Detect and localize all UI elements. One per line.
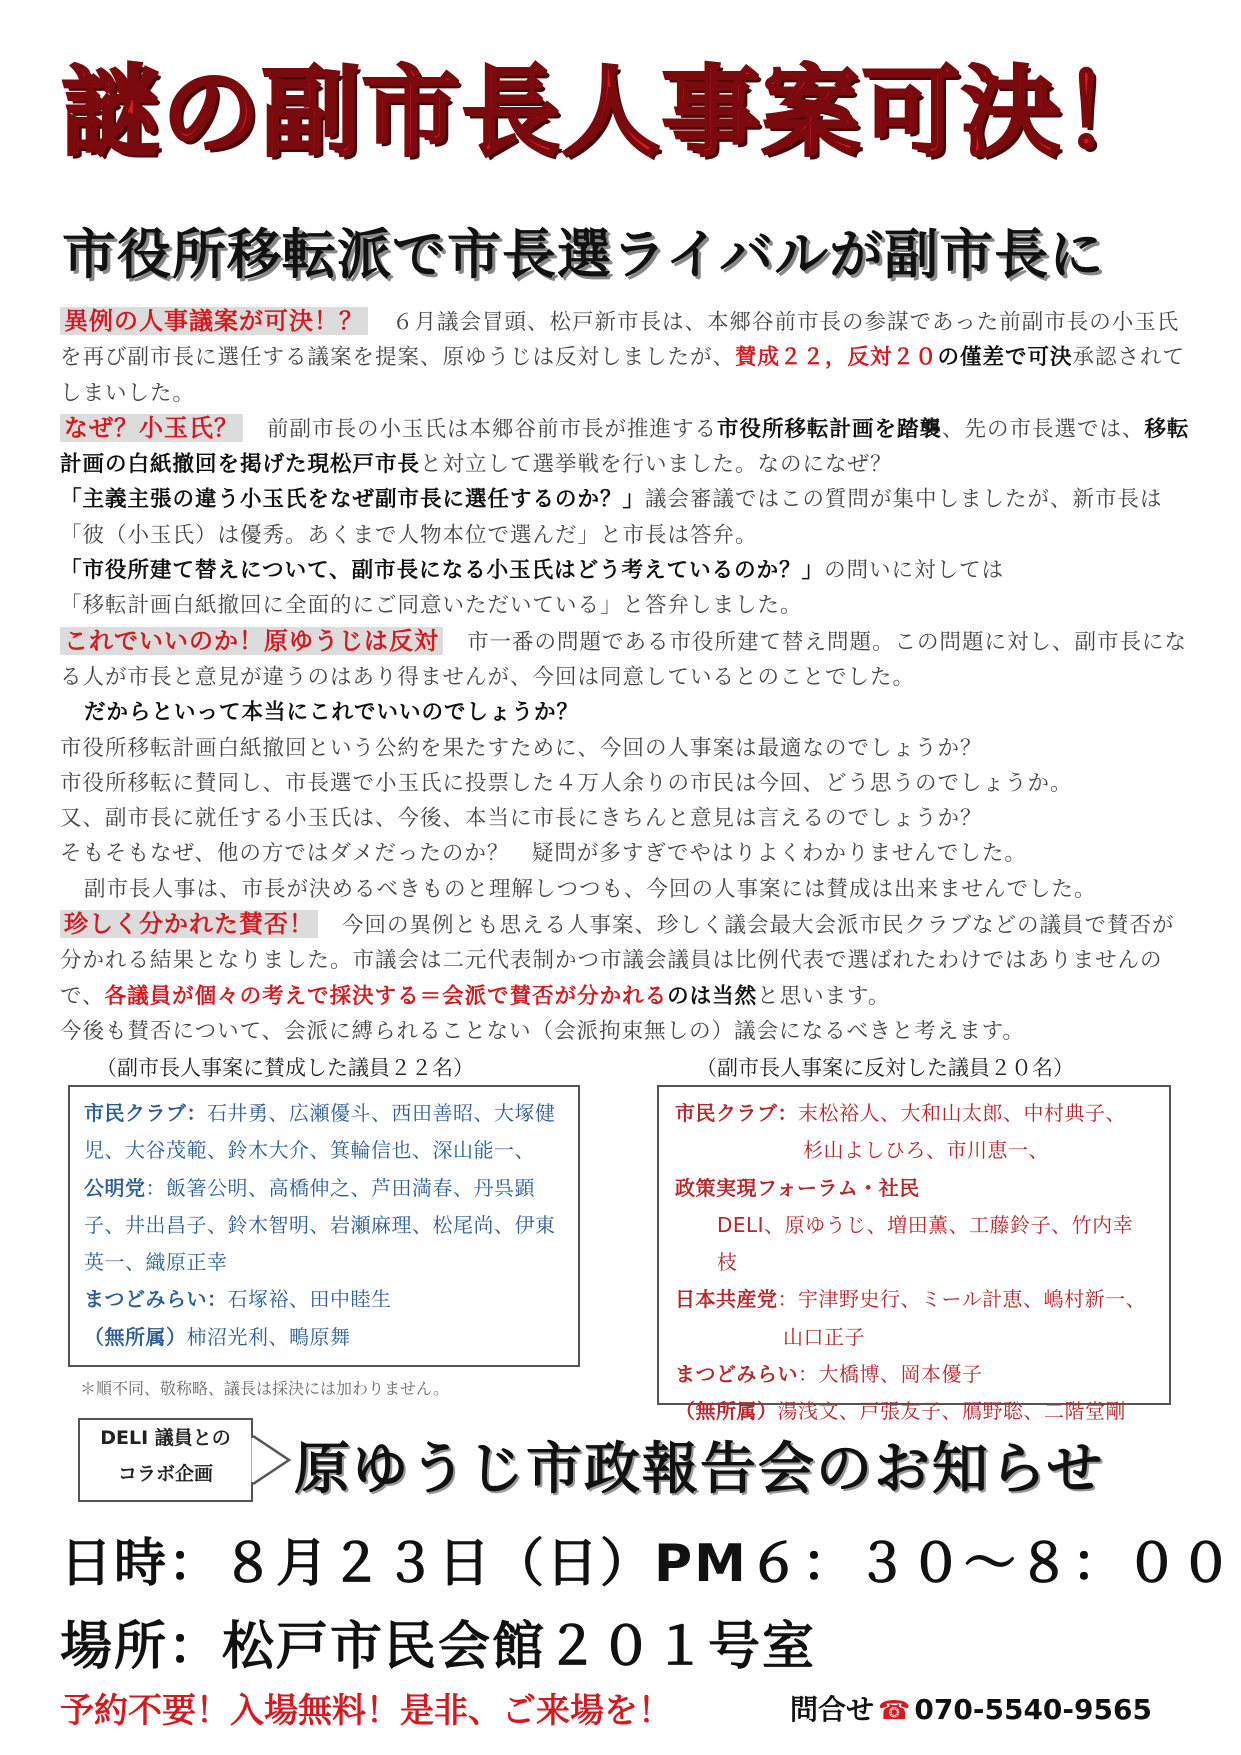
article-body [60, 304, 1190, 1049]
group-name: 市民クラブ： [84, 1101, 207, 1125]
group-name: 政策実現フォーラム・社民 [675, 1175, 920, 1200]
section-why: なぜ？小玉氏？ 前副市長の小玉氏は本郷谷前市長が推進する市役所移転計画を踏襲、先の市長選では、移転計画の白紙撤回を掲げた現松戸市長と対立して選挙戦を行いました。なのになぜ？ 「主義主張の違う小玉氏をなぜ副市長に選任するのか？」議会審議ではこの質問が集中しましたが、新市長は「彼（小玉氏）は優秀。あくまで人物本位で選んだ」と市長は答弁。 「市役所建て替えについて、副市長になる小玉氏はどう考えているのか？」の問いに対しては 「移転計画白紙撤回に全面的にご同意いただいている」と答弁しました。 [60, 413, 1190, 619]
heading-unusual: 異例の人事議案が可決！？ [60, 307, 368, 335]
member-list: 末松裕人、大和山太郎、中村典子、 [798, 1101, 1126, 1125]
member-list: 柿沼光利、鴫原舞 [186, 1324, 351, 1349]
subtitle: 市役所移転派で市長選ライバルが副市長に [62, 223, 1105, 286]
group-name: 日本共産党 [675, 1287, 778, 1312]
group-name: （無所属） [84, 1324, 187, 1349]
heading-opposed: これでいいのか！原ゆうじは反対 [60, 627, 443, 655]
group-name: （無所属） [675, 1399, 778, 1424]
heading-why: なぜ？小玉氏？ [60, 414, 243, 442]
oppose-caption: （副市長人事案に反対した議員２０名） [696, 1056, 1074, 1080]
callout-pointer [251, 1432, 295, 1488]
section-split: 珍しく分かれた賛否！ 今回の異例とも思える人事案、珍しく議会最大会派市民クラブなどの議員で賛否が分かれる結果となりました。市議会は二元代表制かつ市議会議員は比例代表で選ばれたわけではありませんので、各議員が個々の考えで採決する＝会派で賛否が分かれるのは当然と思います。 今後も賛否について、会派に縛られることない（会派拘束無しの）議会になるべきと考えます。 [60, 910, 1175, 1044]
support-list-box [68, 1085, 580, 1367]
support-caption: （副市長人事案に賛成した議員２２名） [96, 1056, 474, 1080]
group-name: まつどみらい： [84, 1287, 228, 1312]
member-list: DELI、原ゆうじ、増田薫、工藤鈴子、竹内幸枝 [717, 1212, 1134, 1275]
phone-number[interactable]: 070-5540-9565 [914, 1693, 1152, 1726]
group-name: 公明党 [84, 1175, 146, 1200]
member-list: 石塚裕、田中睦生 [227, 1287, 392, 1312]
main-title: 謎の副市長人事案可決！ [62, 56, 1163, 170]
group-name: 市民クラブ： [675, 1101, 798, 1125]
contact-info [790, 1688, 1152, 1728]
member-list: ：大橋博、岡本優子 [798, 1362, 983, 1387]
contact-label: 問合せ [790, 1693, 875, 1726]
group-name: まつどみらい [675, 1362, 798, 1387]
event-datetime: 日時：８月２３日（日）PM６：３０～８：００ [60, 1534, 1234, 1594]
member-list: ：宇津野史行、ミール計恵、嶋村新一、 [777, 1287, 1147, 1312]
oppose-list-box [657, 1085, 1171, 1424]
phone-icon: ☎ [878, 1696, 911, 1726]
footnote: ＊順不同、敬称略、議長は採決には加わりません。 [80, 1379, 449, 1398]
member-list: 湯浅文、戸張友子、鴈野聡、二階堂剛 [777, 1399, 1126, 1424]
section-unusual: 異例の人事議案が可決！？ ６月議会冒頭、松戸新市長は、本郷谷前市長の参謀であった前副市長の小玉氏を再び副市長に選任する議案を提案、原ゆうじは反対しましたが、賛成２２，反対２０の僅差で可決承認されてしまいした。 [60, 307, 1186, 406]
admission-note: 予約不要！入場無料！是非、ご来場を！ [60, 1691, 672, 1731]
collab-callout: DELI 議員との コラボ企画 [78, 1418, 253, 1502]
member-list: 杉山よしひろ、市川恵一、 [803, 1138, 1049, 1163]
event-place: 場所：松戸市民会館２０１号室 [60, 1617, 817, 1677]
event-title: 原ゆうじ市政報告会のお知らせ [294, 1437, 1105, 1502]
section-opposed: これでいいのか！原ゆうじは反対 市一番の問題である市役所建て替え問題。この問題に対し、副市長になる人が市長と意見が違うのはあり得ませんが、今回は同意しているとのことでした。 だからといって本当にこれでいいのでしょうか？ 市役所移転計画白紙撤回という公約を果たすために、今回の人事案は最適なのでしょうか？ 市役所移転に賛同し、市長選で小玉氏に投票した４万人余りの市民は今回、どう思うのでしょうか。 又、副市長に就任する小玉氏は、今後、本当に市長にきちんと意見は言えるのでしょうか？ そもそもなぜ、他の方ではダメだったのか？ 疑問が多すぎでやはりよくわかりませんでした。 副市長人事は、市長が決めるべきものと理解しつつも、今回の人事案には賛成は出来ませんでした。 [60, 626, 1188, 902]
member-list: 山口正子 [783, 1324, 865, 1349]
member-list: ：飯箸公明、高橋伸之、芦田満春、丹呉顕子、井出昌子、鈴木智明、岩瀬麻理、松尾尚、伊東英一、織原正幸 [84, 1175, 556, 1275]
heading-split: 珍しく分かれた賛否！ [60, 910, 318, 938]
member-list: 石井勇、広瀬優斗、西田善昭、大塚健児、大谷茂範、鈴木大介、箕輪信也、深山能一、 [84, 1101, 556, 1163]
